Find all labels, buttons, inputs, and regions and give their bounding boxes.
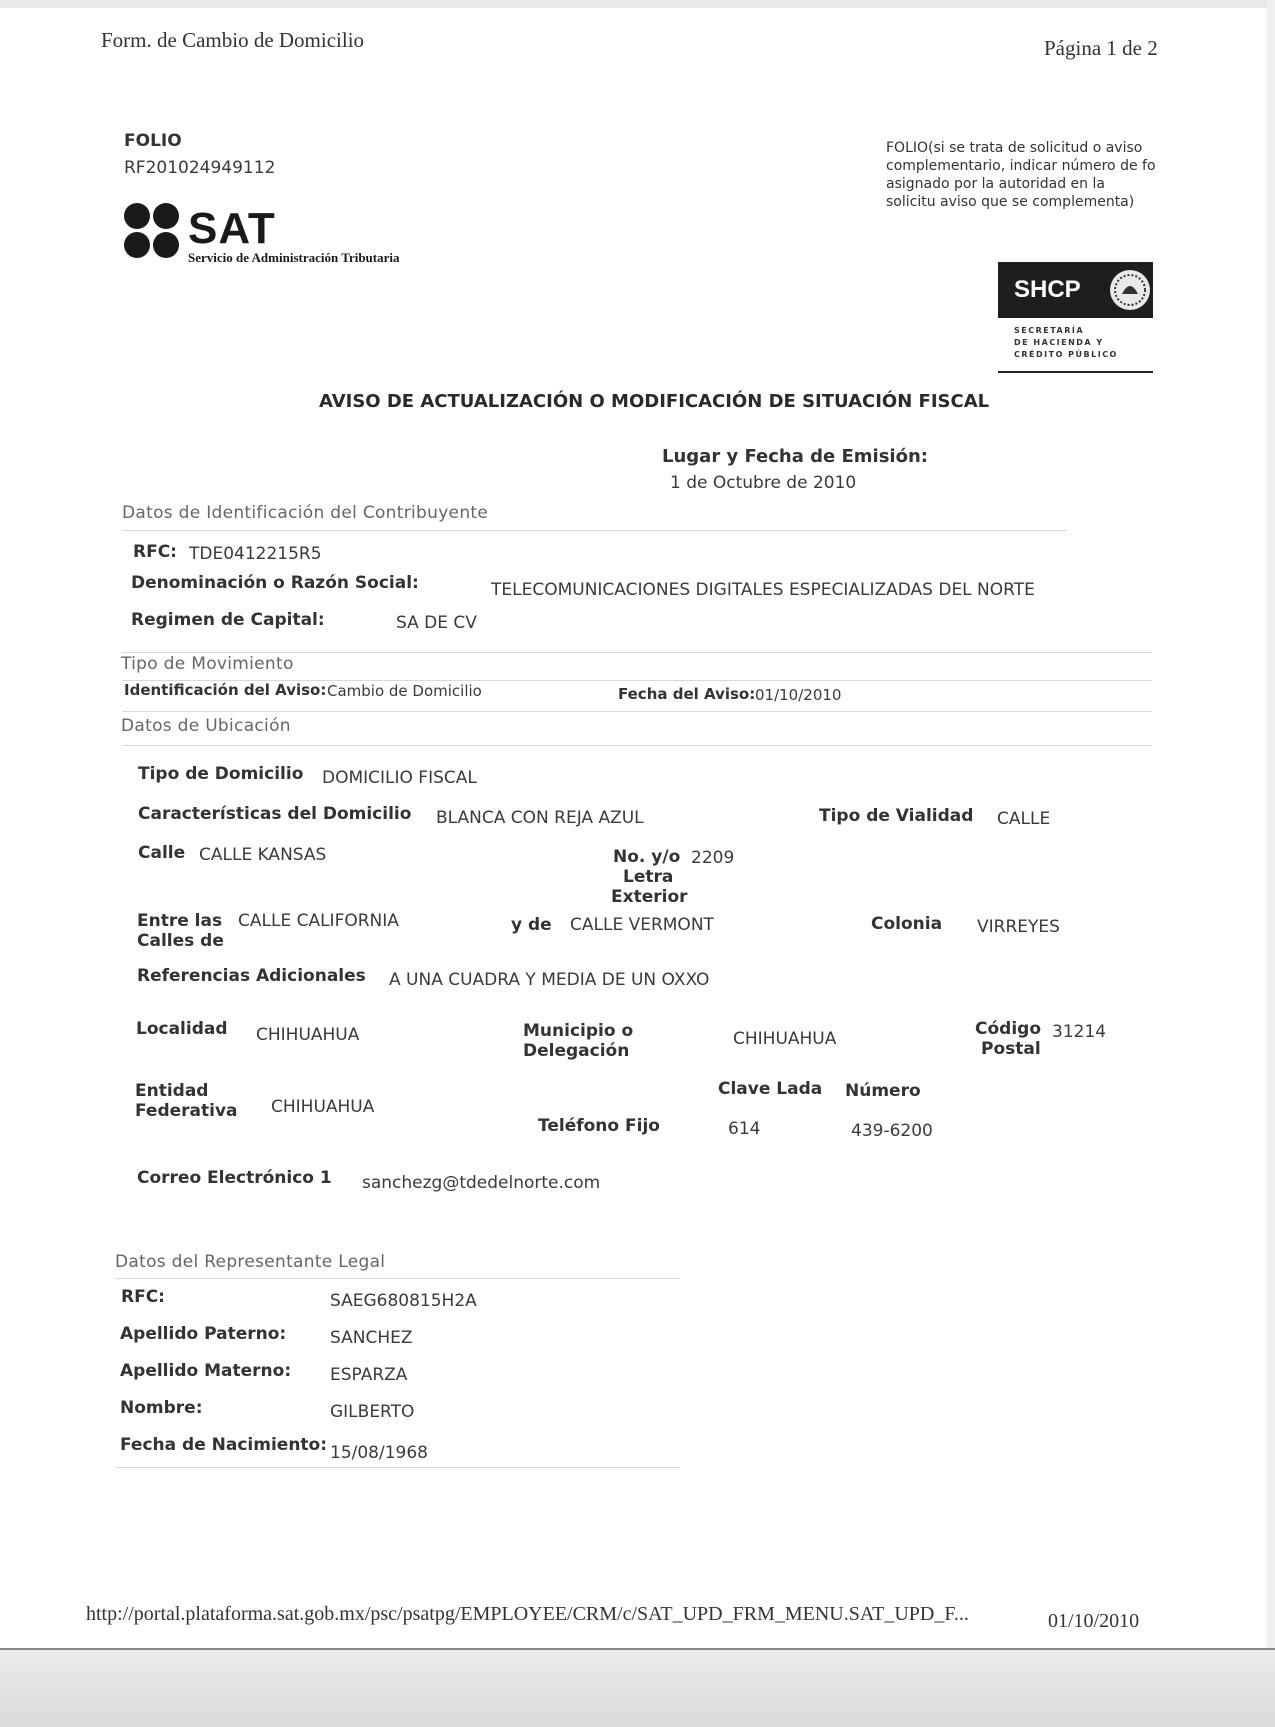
folio-note: FOLIO(si se trata de solicitud o aviso complementario, indicar número de fo asignado por la autoridad en la solicitu aviso que se complementa)	[886, 140, 1156, 210]
entidad-value: CHIHUAHUA	[271, 1097, 375, 1117]
sat-logo	[124, 200, 424, 270]
entidad-label-1: Entidad	[135, 1081, 209, 1101]
regimen-label: Regimen de Capital:	[131, 610, 325, 630]
numero-exterior-label-2: Letra	[623, 867, 674, 887]
shcp-line-1: SECRETARÍA	[1014, 326, 1085, 335]
section-rule	[115, 1278, 680, 1279]
section-rule	[115, 1467, 680, 1468]
vialidad-value: CALLE	[997, 809, 1051, 829]
apellido-materno-label: Apellido Materno:	[120, 1361, 292, 1381]
y-de-label: y de	[511, 915, 552, 935]
folio-label: FOLIO	[124, 131, 182, 151]
apellido-paterno-value: SANCHEZ	[330, 1328, 413, 1348]
correo-value: sanchezg@tdedelnorte.com	[362, 1173, 601, 1193]
shcp-logo-name: SHCP	[1014, 276, 1081, 303]
vialidad-label: Tipo de Vialidad	[819, 806, 974, 826]
nombre-label: Nombre:	[120, 1398, 203, 1418]
footer-date: 01/10/2010	[1048, 1610, 1140, 1632]
nombre-value: GILBERTO	[330, 1402, 415, 1422]
apellido-materno-value: ESPARZA	[330, 1365, 408, 1385]
shcp-line-3: CRÉDITO PÚBLICO	[1014, 350, 1118, 359]
clave-lada-value: 614	[728, 1119, 761, 1139]
sat-logo-tagline: Servicio de Administración Tributaria	[188, 250, 400, 265]
caracteristicas-label: Características del Domicilio	[138, 804, 412, 824]
section-rule	[122, 530, 1067, 531]
shcp-line-2: DE HACIENDA Y	[1014, 338, 1104, 347]
section-ubicacion: Datos de Ubicación	[121, 716, 291, 736]
document-title: AVISO DE ACTUALIZACIÓN O MODIFICACIÓN DE SITUACIÓN FISCAL	[319, 391, 990, 412]
razon-social-label: Denominación o Razón Social:	[131, 573, 419, 593]
section-movimiento: Tipo de Movimiento	[121, 654, 294, 674]
codigo-postal-value: 31214	[1052, 1022, 1107, 1042]
numero-exterior-label-3: Exterior	[611, 887, 688, 907]
razon-social-value: TELECOMUNICACIONES DIGITALES ESPECIALIZADAS DEL NORTE	[491, 580, 1035, 600]
correo-label: Correo Electrónico 1	[137, 1168, 332, 1188]
aviso-value: Cambio de Domicilio	[327, 682, 482, 700]
y-de-value: CALLE VERMONT	[570, 915, 714, 935]
scan-edge-right	[1267, 0, 1275, 1650]
page-number: Página 1 de 2	[1044, 36, 1158, 60]
tipo-domicilio-value: DOMICILIO FISCAL	[322, 768, 477, 788]
scan-edge-bottom	[0, 1648, 1275, 1727]
codigo-postal-label-2: Postal	[981, 1039, 1041, 1059]
fecha-nacimiento-label: Fecha de Nacimiento:	[120, 1435, 328, 1455]
numero-telefono-value: 439-6200	[851, 1121, 933, 1141]
caracteristicas-value: BLANCA CON REJA AZUL	[436, 808, 644, 828]
fecha-aviso-value: 01/10/2010	[755, 686, 842, 704]
numero-telefono-label: Número	[845, 1081, 921, 1101]
codigo-postal-label-1: Código	[975, 1019, 1041, 1039]
colonia-value: VIRREYES	[977, 917, 1060, 937]
eagle-seal-icon	[1108, 268, 1152, 312]
telefono-fijo-label: Teléfono Fijo	[538, 1116, 660, 1136]
regimen-value: SA DE CV	[396, 613, 477, 633]
entre-calles-value: CALLE CALIFORNIA	[238, 911, 399, 931]
section-rule	[122, 745, 1152, 746]
entidad-label-2: Federativa	[135, 1101, 238, 1121]
emision-label: Lugar y Fecha de Emisión:	[662, 446, 928, 467]
referencias-label: Referencias Adicionales	[137, 966, 366, 986]
referencias-value: A UNA CUADRA Y MEDIA DE UN OXXO	[389, 970, 710, 990]
tipo-domicilio-label: Tipo de Domicilio	[138, 764, 304, 784]
calle-label: Calle	[138, 843, 186, 863]
scan-edge-top	[0, 0, 1275, 8]
footer-url: http://portal.plataforma.sat.gob.mx/psc/psatpg/EMPLOYEE/CRM/c/SAT_UPD_FRM_MENU.SAT_UPD_F...	[86, 1603, 969, 1625]
fecha-nacimiento-value: 15/08/1968	[330, 1443, 428, 1463]
rfc-value: TDE0412215R5	[189, 544, 322, 564]
sat-logo-dots-icon	[124, 201, 180, 263]
entre-calles-label-1: Entre las	[137, 911, 223, 931]
municipio-label-2: Delegación	[523, 1041, 630, 1061]
apellido-paterno-label: Apellido Paterno:	[120, 1324, 287, 1344]
section-rule	[122, 711, 1152, 712]
section-rule	[122, 652, 1152, 653]
municipio-label-1: Municipio o	[523, 1021, 634, 1041]
rep-rfc-label: RFC:	[121, 1287, 165, 1307]
rfc-label: RFC:	[133, 542, 177, 562]
clave-lada-label: Clave Lada	[718, 1079, 823, 1099]
numero-exterior-label-1: No. y/o	[613, 847, 681, 867]
entre-calles-label-2: Calles de	[137, 931, 224, 951]
localidad-label: Localidad	[136, 1019, 228, 1039]
colonia-label: Colonia	[871, 914, 943, 934]
folio-value: RF201024949112	[124, 158, 276, 178]
localidad-value: CHIHUAHUA	[256, 1025, 360, 1045]
aviso-label: Identificación del Aviso:	[124, 681, 327, 699]
fecha-aviso-label: Fecha del Aviso:	[618, 685, 756, 703]
calle-value: CALLE KANSAS	[199, 845, 327, 865]
municipio-value: CHIHUAHUA	[733, 1029, 837, 1049]
form-title: Form. de Cambio de Domicilio	[101, 28, 365, 52]
shcp-logo	[998, 262, 1153, 373]
section-contribuyente: Datos de Identificación del Contribuyente	[122, 503, 489, 523]
numero-exterior-value: 2209	[691, 848, 735, 868]
rep-rfc-value: SAEG680815H2A	[330, 1291, 477, 1311]
section-representante: Datos del Representante Legal	[115, 1252, 386, 1272]
sat-logo-name: SAT	[188, 204, 276, 253]
emision-value: 1 de Octubre de 2010	[670, 473, 857, 493]
